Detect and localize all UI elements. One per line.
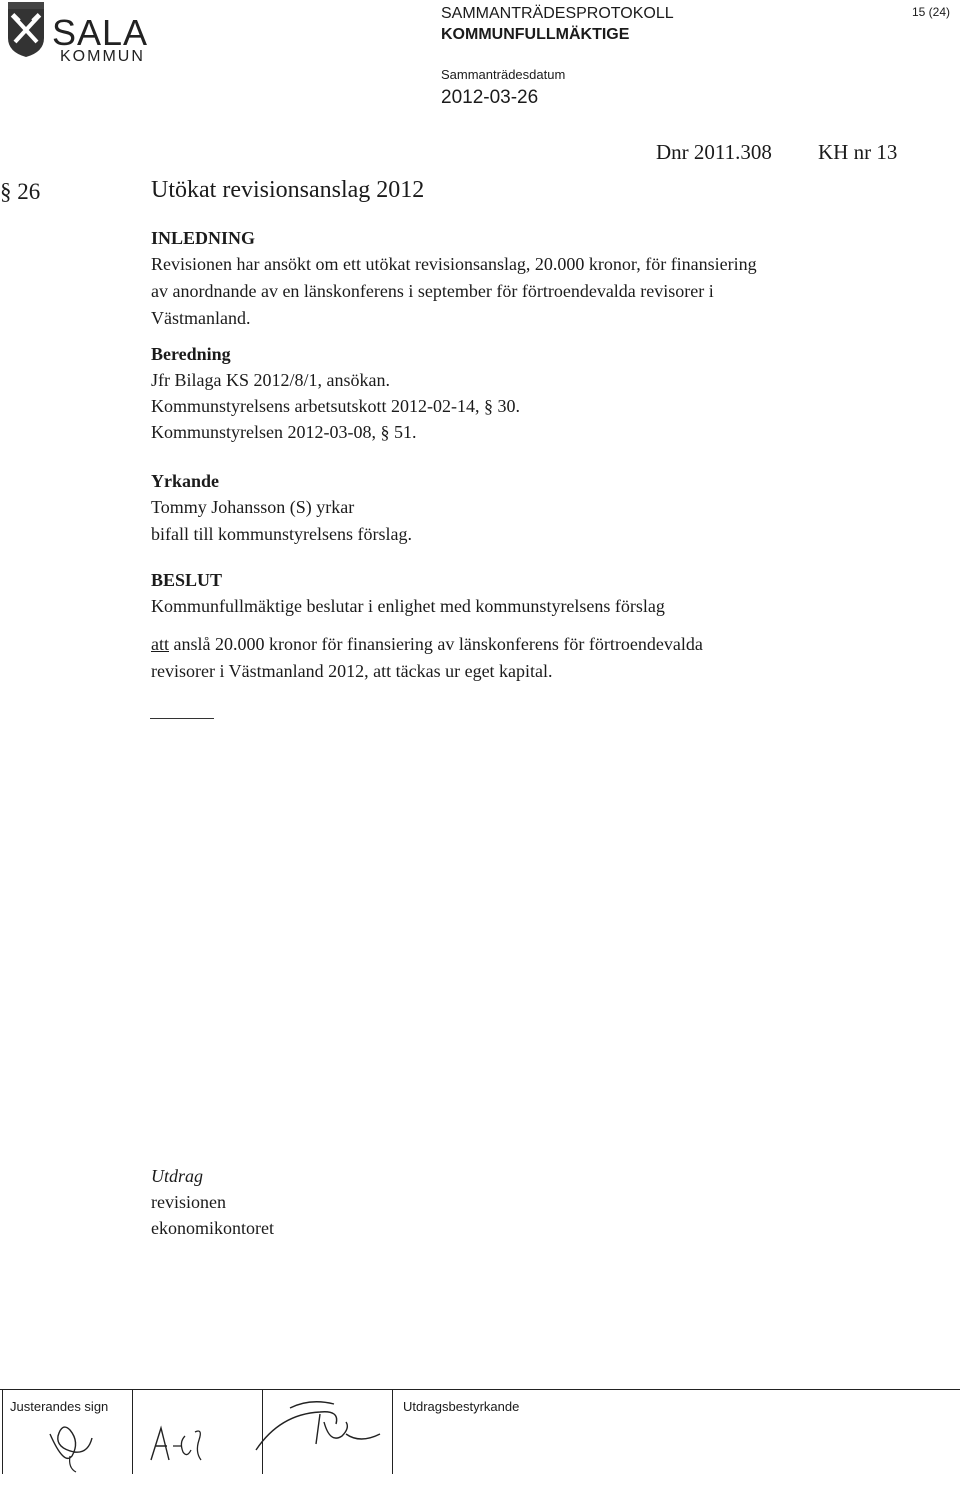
yrkande-line: bifall till kommunstyrelsens förslag. <box>151 524 412 544</box>
meeting-date: 2012-03-26 <box>441 87 539 108</box>
utdragsbestyrkande-label: Utdragsbestyrkande <box>403 1399 520 1414</box>
yrkande-line: Tommy Johansson (S) yrkar <box>151 497 355 517</box>
document-type: SAMMANTRÄDESPROTOKOLL <box>441 5 674 22</box>
beredning-line: Kommunstyrelsen 2012-03-08, § 51. <box>151 422 417 442</box>
signature-initials-1 <box>40 1416 110 1474</box>
signature-initials-3 <box>250 1394 400 1464</box>
logo-wordmark: SALA <box>52 12 149 53</box>
utdrag-label: Utdrag <box>151 1166 204 1186</box>
kh-number: KH nr 13 <box>818 140 898 164</box>
governing-body: KOMMUNFULLMÄKTIGE <box>441 26 630 43</box>
beredning-line: Jfr Bilaga KS 2012/8/1, ansökan. <box>151 370 390 390</box>
justerandes-sign-label: Justerandes sign <box>10 1399 109 1414</box>
paragraph-number: § 26 <box>0 179 41 204</box>
inledning-line: Revisionen har ansökt om ett utökat revisionsanslag, 20.000 kronor, för finansiering <box>151 254 757 274</box>
paragraph-title: Utökat revisionsanslag 2012 <box>151 177 425 203</box>
table-divider <box>2 1390 3 1474</box>
inledning-line: Västmanland. <box>151 308 251 328</box>
coat-of-arms-logo <box>6 2 46 58</box>
beredning-heading: Beredning <box>151 344 231 364</box>
yrkande-heading: Yrkande <box>151 471 220 491</box>
signature-initials-2 <box>145 1420 215 1470</box>
page-number: 15 (24) <box>912 5 951 19</box>
diary-number: Dnr 2011.308 <box>656 140 772 164</box>
beslut-intro: Kommunfullmäktige beslutar i enlighet med kommunstyrelsens förslag <box>151 596 665 616</box>
utdrag-recipient: ekonomikontoret <box>151 1218 274 1238</box>
beredning-line: Kommunstyrelsens arbetsutskott 2012-02-14, § 30. <box>151 396 520 416</box>
beslut-line-1-text: anslå 20.000 kronor för finansiering av länskonferens för förtroendevalda <box>169 634 703 654</box>
att-keyword: att <box>151 634 169 654</box>
beslut-line-1 <box>151 634 703 655</box>
date-label: Sammanträdesdatum <box>441 67 566 82</box>
logo-subtitle: KOMMUN <box>60 48 145 65</box>
inledning-line: av anordnande av en länskonferens i september för förtroendevalda revisorer i <box>151 281 714 301</box>
table-divider <box>132 1390 133 1474</box>
beslut-line-2: revisorer i Västmanland 2012, att täckas ur eget kapital. <box>151 661 553 681</box>
beslut-heading: BESLUT <box>151 570 223 590</box>
inledning-heading: INLEDNING <box>151 228 256 248</box>
separator-line <box>150 718 214 719</box>
utdrag-recipient: revisionen <box>151 1192 226 1212</box>
